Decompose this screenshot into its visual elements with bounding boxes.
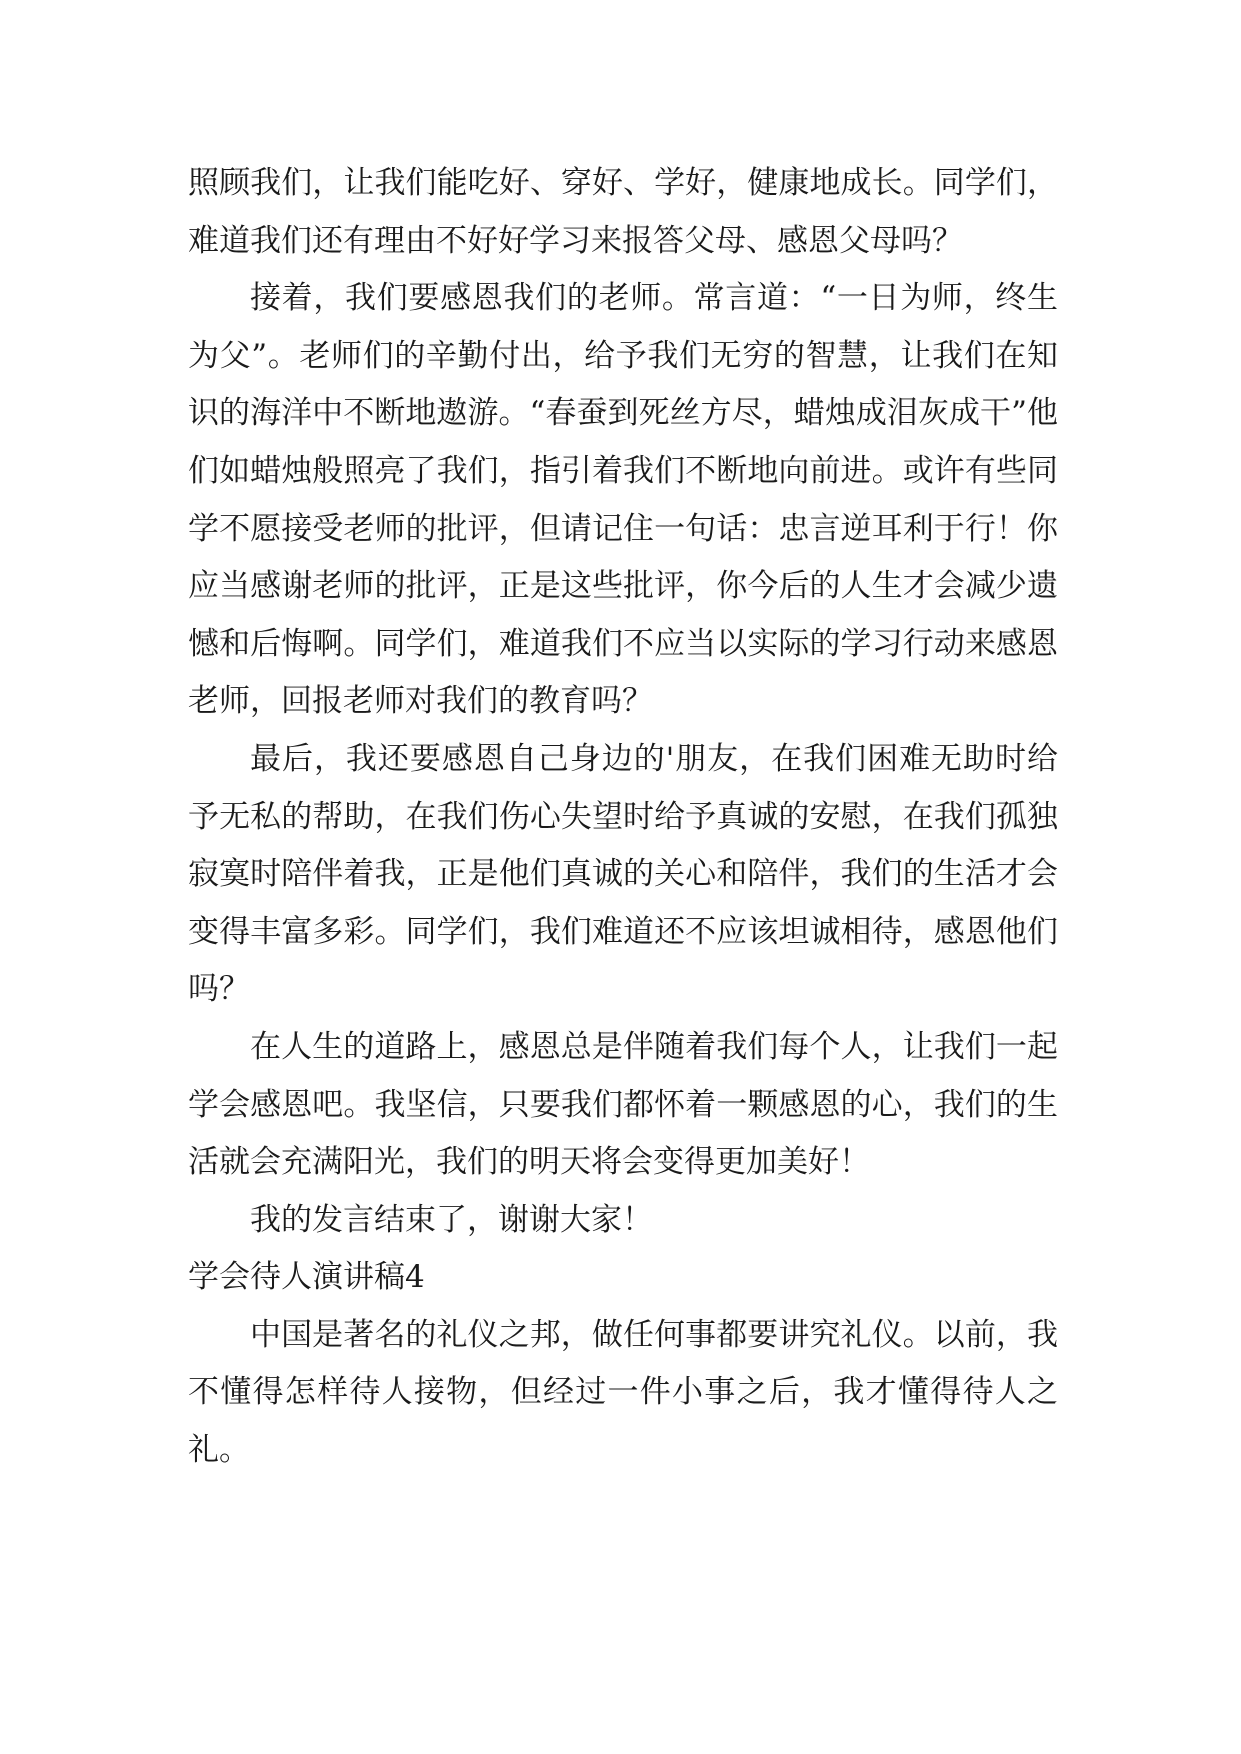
paragraph-closing: 我的发言结束了，谢谢大家！	[250, 1201, 653, 1238]
document-body	[188, 155, 1058, 1480]
paragraph-conclusion: 在人生的道路上，感恩总是伴随着我们每个人，让我们一起学会感恩吧。我坚信，只要我们都怀着一颗感恩的心，我们的生活就会充满阳光，我们的明天将会变得更加美好！	[188, 1028, 1058, 1181]
paragraph-etiquette: 中国是著名的礼仪之邦，做任何事都要讲究礼仪。以前，我不懂得怎样待人接物，但经过一件小事之后，我才懂得待人之礼。	[188, 1316, 1058, 1469]
paragraph-friends: 最后，我还要感恩自己身边的'朋友，在我们困难无助时给予无私的帮助，在我们伤心失望时给予真诚的安慰，在我们孤独寂寞时陪伴着我，正是他们真诚的关心和陪伴，我们的生活才会变得丰富多彩。同学们，我们难道还不应该坦诚相待，感恩他们吗？	[188, 740, 1058, 1008]
paragraph-teachers: 接着，我们要感恩我们的老师。常言道：“一日为师，终生为父”。老师们的辛勤付出，给予我们无穷的智慧，让我们在知识的海洋中不断地遨游。“春蚕到死丝方尽，蜡烛成泪灰成干”他们如蜡烛般照亮了我们，指引着我们不断地向前进。或许有些同学不愿接受老师的批评，但请记住一句话：忠言逆耳利于行！你应当感谢老师的批评，正是这些批评，你今后的人生才会减少遗憾和后悔啊。同学们，难道我们不应当以实际的学习行动来感恩老师，回报老师对我们的教育吗？	[188, 280, 1058, 720]
paragraph-parents-continued: 照顾我们，让我们能吃好、穿好、学好，健康地成长。同学们，难道我们还有理由不好好学习来报答父母、感恩父母吗？	[188, 165, 1058, 259]
section-title: 学会待人演讲稿4	[188, 1259, 425, 1296]
